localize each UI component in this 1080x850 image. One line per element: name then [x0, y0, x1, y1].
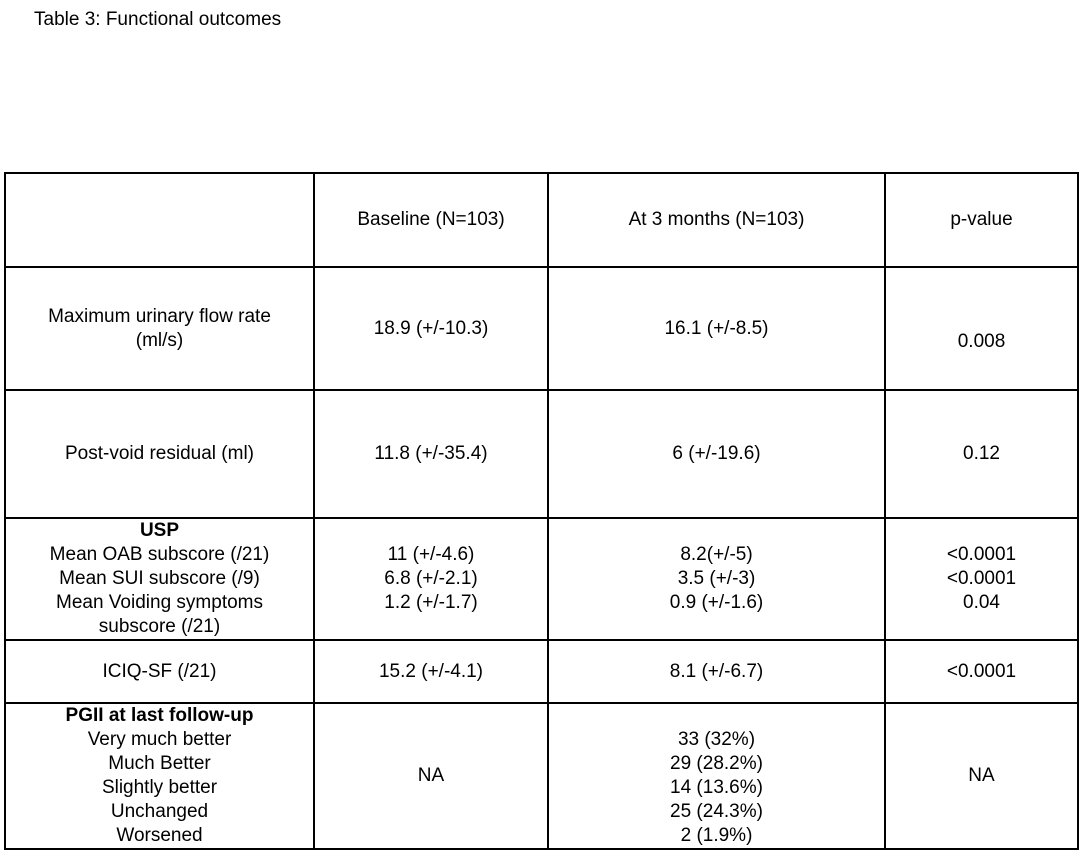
- pgii-much-better-value: 29 (28.2%): [670, 753, 763, 774]
- max-flow-baseline: 18.9 (+/-10.3): [314, 267, 548, 390]
- usp-p-value-cell: [885, 518, 1078, 640]
- usp-sui-label: Mean SUI subscore (/9): [59, 568, 260, 589]
- usp-voiding-3-months: 0.9 (+/-1.6): [669, 592, 764, 613]
- row-label-iciq: ICIQ-SF (/21): [5, 640, 314, 703]
- pgii-worsened-value: 2 (1.9%): [680, 825, 753, 846]
- table-caption: Table 3: Functional outcomes: [34, 9, 282, 30]
- table-row: [5, 267, 1078, 390]
- pgii-3-months-cell: [548, 703, 885, 849]
- header-3-months: At 3 months (N=103): [548, 173, 885, 267]
- usp-3-months-cell: [548, 518, 885, 640]
- usp-voiding-baseline: 1.2 (+/-1.7): [384, 592, 478, 613]
- pvr-baseline: 11.8 (+/-35.4): [314, 390, 548, 518]
- usp-voiding-label-line1: Mean Voiding symptoms: [56, 592, 263, 613]
- max-flow-label-line1: Maximum urinary flow rate: [48, 305, 271, 327]
- pvr-3-months: 6 (+/-19.6): [548, 390, 885, 518]
- header-baseline: Baseline (N=103): [314, 173, 548, 267]
- pgii-slightly-better-label: Slightly better: [101, 777, 218, 798]
- table-header-row: [5, 173, 1078, 267]
- pgii-slightly-better-value: 14 (13.6%): [670, 777, 763, 798]
- usp-sui-baseline: 6.8 (+/-2.1): [384, 568, 478, 589]
- usp-voiding-p-value: 0.04: [963, 592, 1000, 613]
- usp-sui-3-months: 3.5 (+/-3): [677, 568, 756, 589]
- table-row: [5, 703, 1078, 849]
- usp-oab-baseline: 11 (+/-4.6): [387, 544, 475, 565]
- functional-outcomes-table: [4, 172, 1079, 850]
- max-flow-p-value: 0.008: [885, 267, 1078, 390]
- row-label-pvr: Post-void residual (ml): [5, 390, 314, 518]
- table-row: [5, 518, 1078, 640]
- usp-title: USP: [139, 520, 180, 541]
- pvr-p-value: 0.12: [885, 390, 1078, 518]
- row-label-max-flow: [5, 267, 314, 390]
- pgii-much-better-label: Much Better: [108, 753, 211, 774]
- usp-voiding-label-line2: subscore (/21): [98, 616, 221, 637]
- pgii-unchanged-label: Unchanged: [110, 801, 209, 822]
- pgii-very-much-better-value: 33 (32%): [677, 729, 756, 750]
- header-empty-cell: [5, 173, 314, 267]
- max-flow-3-months: 16.1 (+/-8.5): [548, 267, 885, 390]
- iciq-3-months: 8.1 (+/-6.7): [548, 640, 885, 703]
- usp-oab-p-value: <0.0001: [946, 544, 1017, 565]
- pgii-title: PGII at last follow-up: [65, 705, 254, 726]
- usp-baseline-cell: [314, 518, 548, 640]
- max-flow-label-line2: (ml/s): [135, 329, 184, 351]
- iciq-p-value: <0.0001: [885, 640, 1078, 703]
- table-row: [5, 640, 1078, 703]
- row-label-usp: [5, 518, 314, 640]
- pgii-unchanged-value: 25 (24.3%): [670, 801, 763, 822]
- usp-sui-p-value: <0.0001: [946, 568, 1017, 589]
- pgii-baseline: NA: [314, 703, 548, 849]
- table-row: [5, 390, 1078, 518]
- iciq-baseline: 15.2 (+/-4.1): [314, 640, 548, 703]
- usp-oab-3-months: 8.2(+/-5): [680, 544, 753, 565]
- usp-oab-label: Mean OAB subscore (/21): [49, 544, 270, 565]
- header-p-value: p-value: [885, 173, 1078, 267]
- pgii-worsened-label: Worsened: [116, 825, 203, 846]
- row-label-pgii: [5, 703, 314, 849]
- pgii-very-much-better-label: Very much better: [87, 729, 232, 750]
- pgii-p-value: NA: [885, 703, 1078, 849]
